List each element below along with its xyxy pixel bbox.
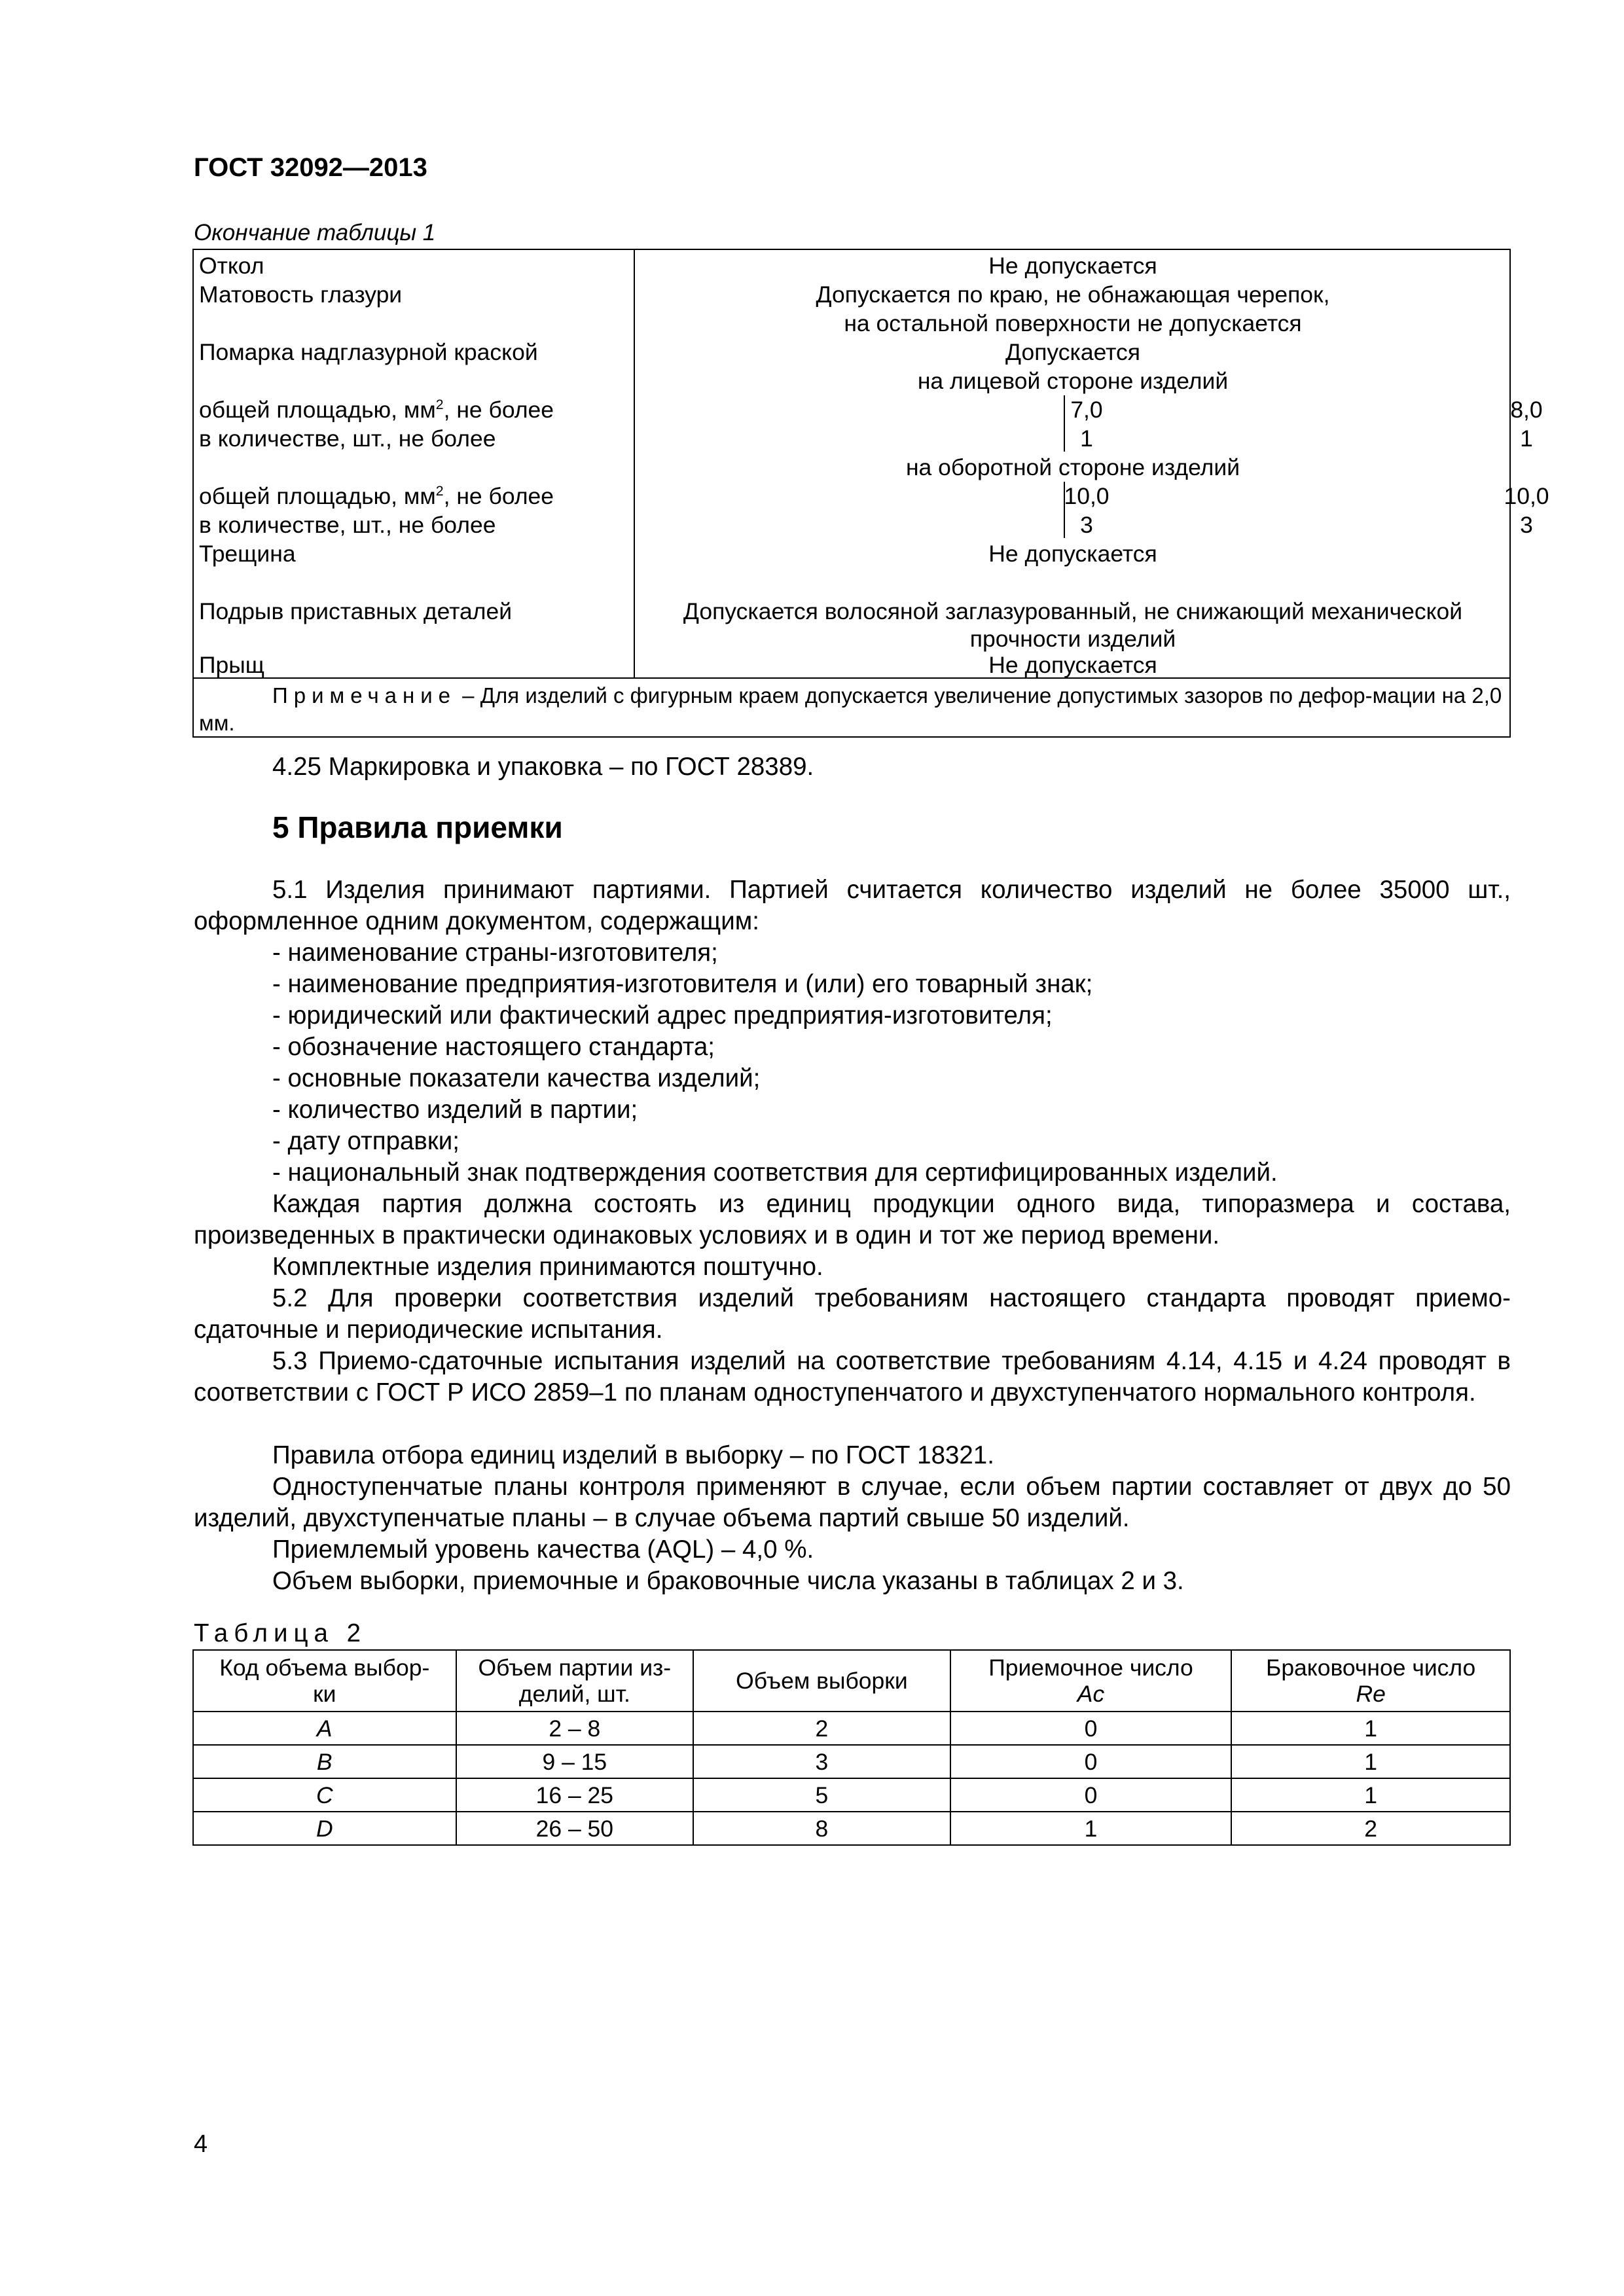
- header-acceptance-number: Приемочное число Ac: [950, 1650, 1232, 1712]
- list-item: - наименование предприятия-изготовителя и (или) его товарный знак;: [272, 970, 1093, 998]
- cell-sample: 3: [693, 1745, 950, 1778]
- list-item: - наименование страны-изготовителя;: [272, 939, 718, 967]
- table2-caption: Таблица 2: [194, 1619, 367, 1647]
- clause-5-2: 5.2 Для проверки соответствия изделий требованиям настоящего стандарта проводят приемо-сдаточные и периодические испытания.: [194, 1284, 1511, 1344]
- document-code: ГОСТ 32092—2013: [194, 153, 427, 182]
- cell-code: B: [193, 1745, 456, 1778]
- cell-code: D: [193, 1812, 456, 1845]
- row-value-treshchina: Не допускается: [988, 541, 1157, 567]
- row-label-matovost: Матовость глазури: [199, 281, 403, 308]
- cell-ac: 0: [950, 1745, 1232, 1778]
- cell-ac: 1: [950, 1812, 1232, 1845]
- clause-5-3: 5.3 Приемо-сдаточные испытания изделий на соответствие требованиям 4.14, 4.15 и 4.24 проводят в соответствии с ГОСТ Р ИСО 2859–1 по планам одноступенчатого и двухступенчатого нормального контроля.: [194, 1347, 1511, 1407]
- table-row: [193, 1812, 1510, 1845]
- cell-re: 2: [1231, 1812, 1510, 1845]
- value-count-back-right: 3: [1520, 512, 1533, 538]
- paragraph-aql: Приемлемый уровень качества (AQL) – 4,0 %.: [272, 1535, 814, 1564]
- value-count-front-left: 1: [1080, 425, 1093, 452]
- table-row: [193, 1712, 1510, 1745]
- table-header-row: [193, 1650, 1510, 1712]
- subcolumn-divider-back: [1064, 482, 1065, 538]
- subcolumn-divider-front: [1064, 395, 1065, 452]
- paragraph-sampling-rules: Правила отбора единиц изделий в выборку – по ГОСТ 18321.: [272, 1441, 994, 1469]
- row-label-area-front: общей площадью, $мм^2$, не более: [199, 397, 554, 423]
- cell-lot: 26 – 50: [456, 1812, 694, 1845]
- row-label-count-back: в количестве, шт., не более: [199, 512, 496, 538]
- row-label-area-back: общей площадью, $мм^2$, не более: [199, 483, 554, 509]
- value-area-back-left: 10,0: [1064, 483, 1110, 509]
- header-lot-size: Объем партии из- делий, шт.: [456, 1650, 694, 1712]
- list-item: - обозначение настоящего стандарта;: [272, 1033, 715, 1061]
- row-label-podryv: Подрыв приставных деталей: [199, 598, 513, 624]
- value-area-back-right: 10,0: [1504, 483, 1549, 509]
- row-value-podryv-2: прочности изделий: [969, 626, 1176, 652]
- paragraph-complete-items: Комплектные изделия принимаются поштучно.: [272, 1253, 823, 1281]
- value-area-front-left: 7,0: [1070, 397, 1103, 423]
- note-text: – Для изделий с фигурным краем допускается увеличение допустимых зазоров по дефор-мации на 2,0 мм.: [199, 683, 1502, 735]
- value-count-front-right: 1: [1520, 425, 1533, 452]
- row-value-prysch: Не допускается: [988, 652, 1157, 678]
- cell-lot: 9 – 15: [456, 1745, 694, 1778]
- cell-sample: 5: [693, 1778, 950, 1812]
- paragraph-control-plans: Одноступенчатые планы контроля применяют в случае, если объем партии составляет от двух до 50 изделий, двухступенчатые планы – в случае объема партий свыше 50 изделий.: [194, 1473, 1511, 1532]
- header-sample-size: Объем выборки: [693, 1650, 950, 1712]
- row-value-otkol: Не допускается: [988, 253, 1157, 279]
- row-label-pomarka: Помарка надглазурной краской: [199, 339, 538, 365]
- list-item: - основные показатели качества изделий;: [272, 1064, 761, 1092]
- column-divider: [634, 250, 635, 677]
- list-item: - количество изделий в партии;: [272, 1096, 638, 1124]
- cell-re: 1: [1231, 1778, 1510, 1812]
- page-number: 4: [194, 2130, 208, 2158]
- cell-re: 1: [1231, 1745, 1510, 1778]
- cell-code: A: [193, 1712, 456, 1745]
- header-rejection-number: Браковочное число Re: [1231, 1650, 1510, 1712]
- header-sample-code: Код объема выбор- ки: [193, 1650, 456, 1712]
- cell-re: 1: [1231, 1712, 1510, 1745]
- clause-5-1: 5.1 Изделия принимают партиями. Партией считается количество изделий не более 35000 шт., оформленное одним документом, содержащим:: [194, 876, 1511, 935]
- cell-code: C: [193, 1778, 456, 1812]
- cell-ac: 0: [950, 1712, 1232, 1745]
- value-count-back-left: 3: [1080, 512, 1093, 538]
- table1-caption: Окончание таблицы 1: [194, 220, 436, 245]
- list-item: - юридический или фактический адрес предприятия-изготовителя;: [272, 1001, 1053, 1030]
- row-label-otkol: Откол: [199, 253, 264, 279]
- row-value-podryv-1: Допускается волосяной заглазурованный, не снижающий механической: [683, 598, 1463, 624]
- row-label-treshchina: Трещина: [199, 541, 296, 567]
- list-item: - национальный знак подтверждения соответствия для сертифицированных изделий.: [272, 1158, 1278, 1187]
- cell-sample: 2: [693, 1712, 950, 1745]
- cell-lot: 16 – 25: [456, 1778, 694, 1812]
- row-value-matovost-2: на остальной поверхности не допускается: [844, 310, 1302, 336]
- table-2: [192, 1649, 1511, 1846]
- value-area-front-right: 8,0: [1510, 397, 1543, 423]
- clause-4-25: 4.25 Маркировка и упаковка – по ГОСТ 28389.: [272, 753, 814, 781]
- table-row: [193, 1778, 1510, 1812]
- row-value-pomarka: Допускается: [1005, 339, 1140, 365]
- table-1-continuation: [192, 249, 1549, 738]
- cell-sample: 8: [693, 1812, 950, 1845]
- section-title: 5 Правила приемки: [272, 810, 563, 844]
- paragraph-tables-ref: Объем выборки, приемочные и браковочные числа указаны в таблицах 2 и 3.: [272, 1567, 1184, 1595]
- row-value-matovost-1: Допускается по краю, не обнажающая черепок,: [816, 281, 1330, 308]
- cell-ac: 0: [950, 1778, 1232, 1812]
- row-value-back-side: на оборотной стороне изделий: [905, 454, 1240, 480]
- paragraph-batch: Каждая партия должна состоять из единиц продукции одного вида, типоразмера и состава, произведенных в практически одинаковых условиях и в один и тот же период времени.: [194, 1190, 1511, 1249]
- row-value-front-side: на лицевой стороне изделий: [917, 368, 1229, 394]
- note-label: Примечание: [272, 683, 457, 708]
- row-label-count-front: в количестве, шт., не более: [199, 425, 496, 452]
- list-item: - дату отправки;: [272, 1127, 460, 1155]
- cell-lot: 2 – 8: [456, 1712, 694, 1745]
- row-label-prysch: Прыщ: [199, 652, 264, 678]
- table-row: [193, 1745, 1510, 1778]
- table1-note: [199, 682, 1504, 737]
